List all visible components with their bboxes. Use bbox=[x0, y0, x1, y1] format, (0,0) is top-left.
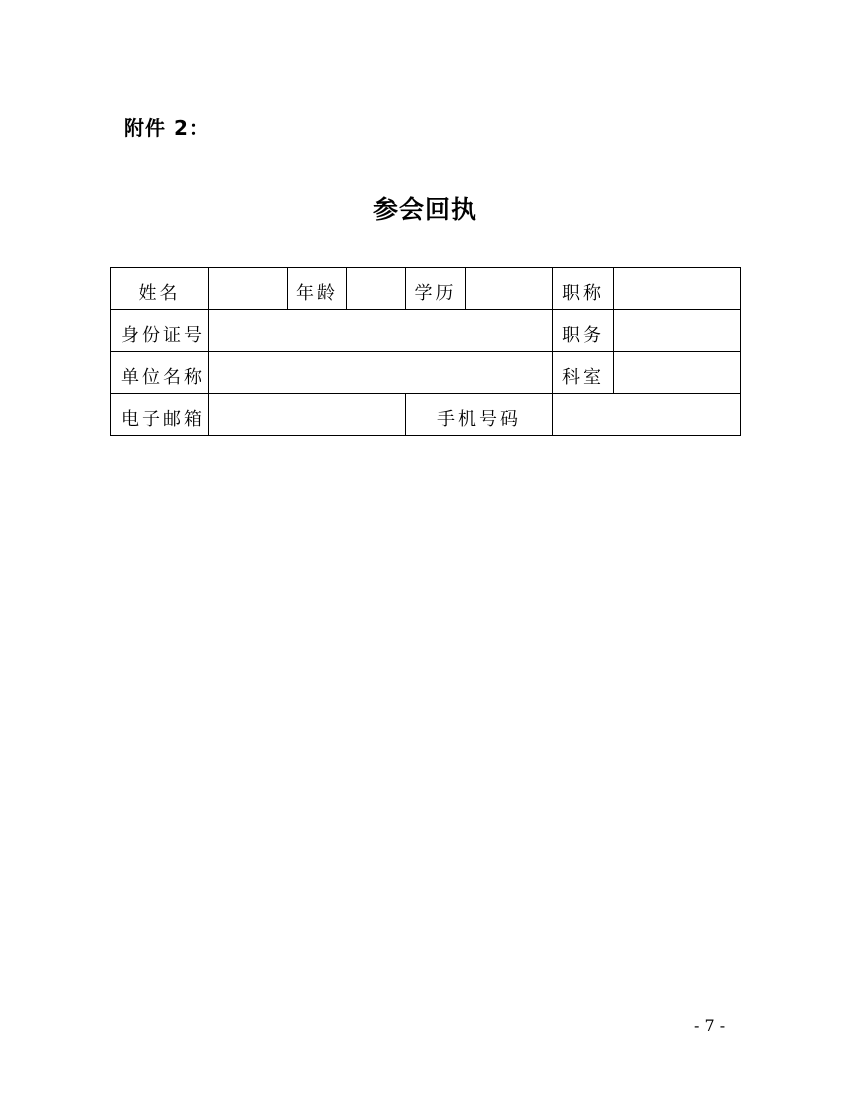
mobile-field[interactable] bbox=[553, 394, 741, 436]
department-label: 科室 bbox=[553, 352, 614, 394]
professional-title-label: 职称 bbox=[553, 268, 614, 310]
email-field[interactable] bbox=[209, 394, 406, 436]
organization-field[interactable] bbox=[209, 352, 553, 394]
organization-label: 单位名称 bbox=[111, 352, 209, 394]
email-label: 电子邮箱 bbox=[111, 394, 209, 436]
attachment-label: 附件 2： bbox=[124, 116, 210, 140]
page-number: - 7 - bbox=[694, 1016, 726, 1035]
form-row-organization bbox=[111, 352, 741, 394]
form-row-basic-info bbox=[111, 268, 741, 310]
position-label: 职务 bbox=[553, 310, 614, 352]
professional-title-field[interactable] bbox=[614, 268, 741, 310]
name-label: 姓名 bbox=[111, 268, 209, 310]
age-label: 年龄 bbox=[288, 268, 347, 310]
mobile-label: 手机号码 bbox=[406, 394, 553, 436]
id-number-field[interactable] bbox=[209, 310, 553, 352]
department-field[interactable] bbox=[614, 352, 741, 394]
form-row-contact bbox=[111, 394, 741, 436]
registration-form-table bbox=[110, 267, 741, 436]
name-field[interactable] bbox=[209, 268, 288, 310]
age-field[interactable] bbox=[347, 268, 406, 310]
position-field[interactable] bbox=[614, 310, 741, 352]
id-number-label: 身份证号 bbox=[111, 310, 209, 352]
education-label: 学历 bbox=[406, 268, 466, 310]
page-title: 参会回执 bbox=[372, 195, 477, 224]
education-field[interactable] bbox=[466, 268, 553, 310]
form-row-id bbox=[111, 310, 741, 352]
